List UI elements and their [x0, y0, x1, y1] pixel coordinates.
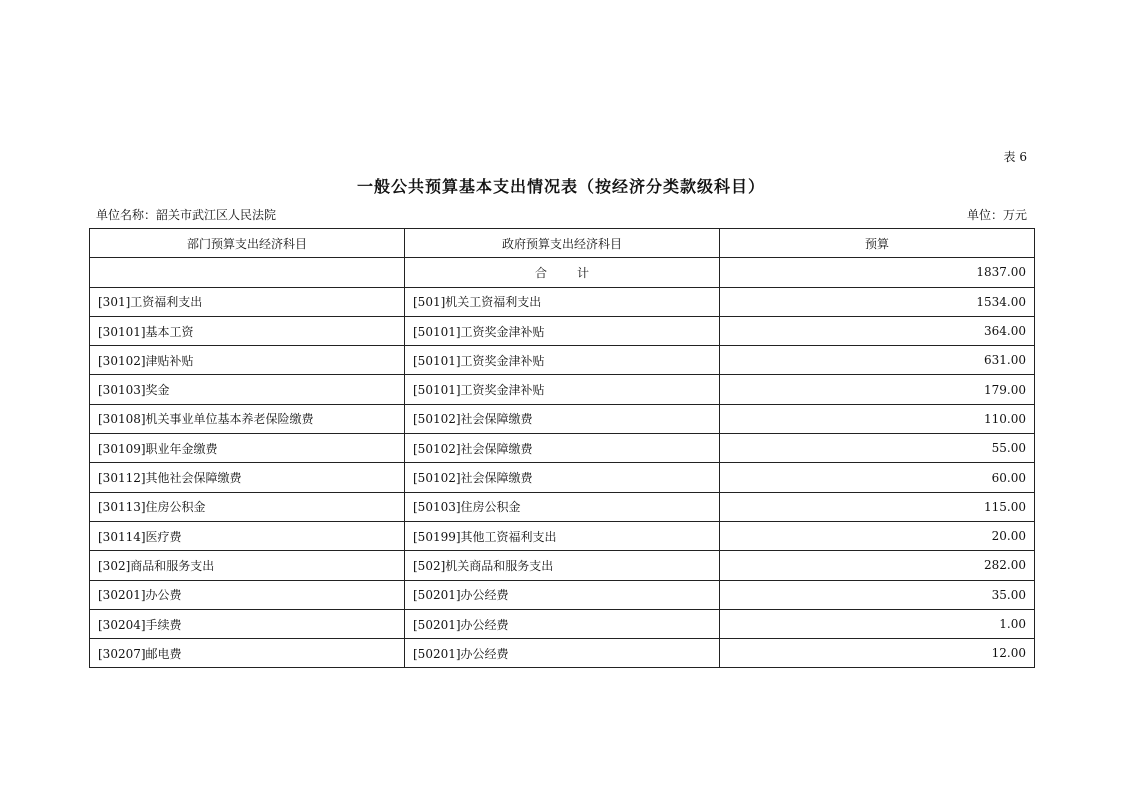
table-row	[90, 609, 1035, 638]
dept-economic-item: [30113]住房公积金	[90, 492, 405, 521]
table-number: 表 6	[1003, 150, 1027, 164]
dept-economic-item: [30112]其他社会保障缴费	[90, 463, 405, 492]
budget-amount: 282.00	[720, 551, 1035, 580]
table-row	[90, 404, 1035, 433]
gov-economic-item: [50201]办公经费	[405, 580, 720, 609]
gov-economic-item: [50199]其他工资福利支出	[405, 521, 720, 550]
table-row	[90, 639, 1035, 668]
gov-economic-item: [502]机关商品和服务支出	[405, 551, 720, 580]
budget-table	[89, 228, 1035, 668]
table-row	[90, 492, 1035, 521]
gov-economic-item: [50101]工资奖金津补贴	[405, 346, 720, 375]
total-row	[90, 258, 1035, 287]
table-row	[90, 287, 1035, 316]
budget-amount: 12.00	[720, 639, 1035, 668]
table-row	[90, 463, 1035, 492]
column-header-gov: 政府预算支出经济科目	[405, 229, 720, 258]
table-header-row	[90, 229, 1035, 258]
gov-economic-item: [501]机关工资福利支出	[405, 287, 720, 316]
dept-economic-item: [30114]医疗费	[90, 521, 405, 550]
dept-economic-item: [30103]奖金	[90, 375, 405, 404]
dept-economic-item: [30207]邮电费	[90, 639, 405, 668]
page-title: 一般公共预算基本支出情况表（按经济分类款级科目）	[356, 177, 765, 196]
budget-amount: 110.00	[720, 404, 1035, 433]
column-header-dept: 部门预算支出经济科目	[90, 229, 405, 258]
gov-economic-item: [50201]办公经费	[405, 639, 720, 668]
table-row	[90, 316, 1035, 345]
total-label: 合计	[534, 265, 619, 280]
dept-economic-item: [30102]津贴补贴	[90, 346, 405, 375]
budget-amount: 364.00	[720, 316, 1035, 345]
gov-economic-item: [50102]社会保障缴费	[405, 463, 720, 492]
table-row	[90, 346, 1035, 375]
unit-name: 单位名称：韶关市武江区人民法院	[96, 208, 277, 222]
budget-amount: 115.00	[720, 492, 1035, 521]
table-row	[90, 375, 1035, 404]
budget-amount: 35.00	[720, 580, 1035, 609]
column-header-amount: 预算	[720, 229, 1035, 258]
total-label-cell	[405, 258, 720, 287]
gov-economic-item: [50201]办公经费	[405, 609, 720, 638]
budget-amount: 1.00	[720, 609, 1035, 638]
table-row	[90, 434, 1035, 463]
table-row	[90, 551, 1035, 580]
currency-unit: 单位：万元	[966, 208, 1027, 222]
dept-economic-item: [30108]机关事业单位基本养老保险缴费	[90, 404, 405, 433]
dept-economic-item: [302]商品和服务支出	[90, 551, 405, 580]
gov-economic-item: [50101]工资奖金津补贴	[405, 316, 720, 345]
budget-amount: 55.00	[720, 434, 1035, 463]
dept-economic-item: [30109]职业年金缴费	[90, 434, 405, 463]
total-blank-cell	[90, 258, 405, 287]
gov-economic-item: [50102]社会保障缴费	[405, 404, 720, 433]
gov-economic-item: [50103]住房公积金	[405, 492, 720, 521]
budget-amount: 1534.00	[720, 287, 1035, 316]
table-row	[90, 580, 1035, 609]
table-row	[90, 521, 1035, 550]
gov-economic-item: [50101]工资奖金津补贴	[405, 375, 720, 404]
budget-amount: 20.00	[720, 521, 1035, 550]
dept-economic-item: [30201]办公费	[90, 580, 405, 609]
dept-economic-item: [30101]基本工资	[90, 316, 405, 345]
budget-amount: 179.00	[720, 375, 1035, 404]
total-amount: 1837.00	[720, 258, 1035, 287]
gov-economic-item: [50102]社会保障缴费	[405, 434, 720, 463]
budget-amount: 631.00	[720, 346, 1035, 375]
budget-amount: 60.00	[720, 463, 1035, 492]
dept-economic-item: [301]工资福利支出	[90, 287, 405, 316]
dept-economic-item: [30204]手续费	[90, 609, 405, 638]
